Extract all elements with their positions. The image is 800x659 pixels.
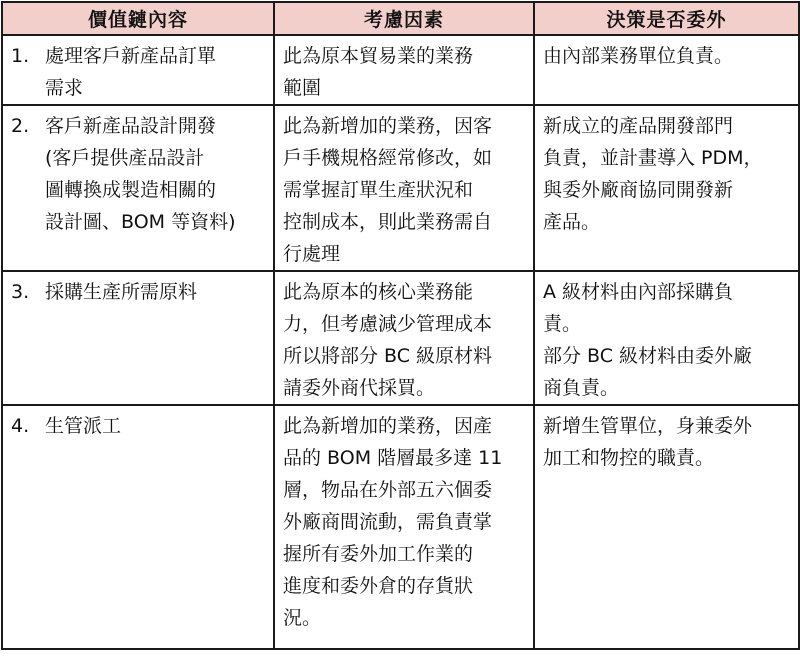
decision-cell [534,35,799,105]
row-number: 3. [11,281,30,303]
decision-text: 由內部業務單位負責。 [543,45,734,67]
table-row [2,105,799,271]
row-number: 4. [11,415,30,437]
decision-cell [534,271,799,405]
considerations-cell [274,105,534,271]
value-chain-table [1,1,800,650]
header-content: 價值鏈內容 [2,2,274,35]
considerations-text: 此為原本的核心業務能 力，但考慮減少管理成本 所以將部分 BC 級原材料 請委外商代採買。 [283,281,493,399]
decision-text: 新增生管單位，身兼委外 加工和物控的職責。 [543,415,753,469]
content-text: 處理客戶新產品訂單 需求 [45,45,217,99]
considerations-cell [274,405,534,649]
content-cell [2,105,274,271]
content-cell [2,35,274,105]
header-considerations: 考慮因素 [274,2,534,35]
considerations-cell [274,271,534,405]
content-text: 生管派工 [45,415,122,437]
content-cell [2,271,274,405]
considerations-text: 此為新增加的業務，因產 品的 BOM 階層最多達 11 層，物品在外部五六個委 外廠商間流動，需負責掌 握所有委外加工作業的 進度和委外倉的存貨狀 況。 [283,415,503,629]
header-decision: 決策是否委外 [534,2,799,35]
content-cell [2,405,274,649]
header-row [2,2,799,35]
decision-text: 新成立的產品開發部門 負責，並計畫導入 PDM， 與委外廠商協同開發新 產品。 [543,115,763,233]
content-text: 客戶新產品設計開發 (客戶提供產品設計 圖轉換成製造相關的 設計圖、BOM 等資料) [45,115,236,233]
decision-cell [534,405,799,649]
considerations-text: 此為原本貿易業的業務 範圍 [283,45,474,99]
row-number: 2. [11,115,30,137]
decision-text: 部分 BC 級材料由委外廠 商負責。 [543,345,753,399]
table-row [2,405,799,649]
decision-text: A 級材料由內部採購負 責。 [543,281,734,335]
table-row [2,35,799,105]
content-text: 採購生產所需原料 [45,281,198,303]
table-row [2,271,799,405]
considerations-text: 此為新增加的業務，因客 戶手機規格經常修改，如 需掌握訂單生產狀況和 控制成本，則此業務需自 行處理 [283,115,493,265]
decision-cell [534,105,799,271]
considerations-cell [274,35,534,105]
row-number: 1. [11,45,30,67]
